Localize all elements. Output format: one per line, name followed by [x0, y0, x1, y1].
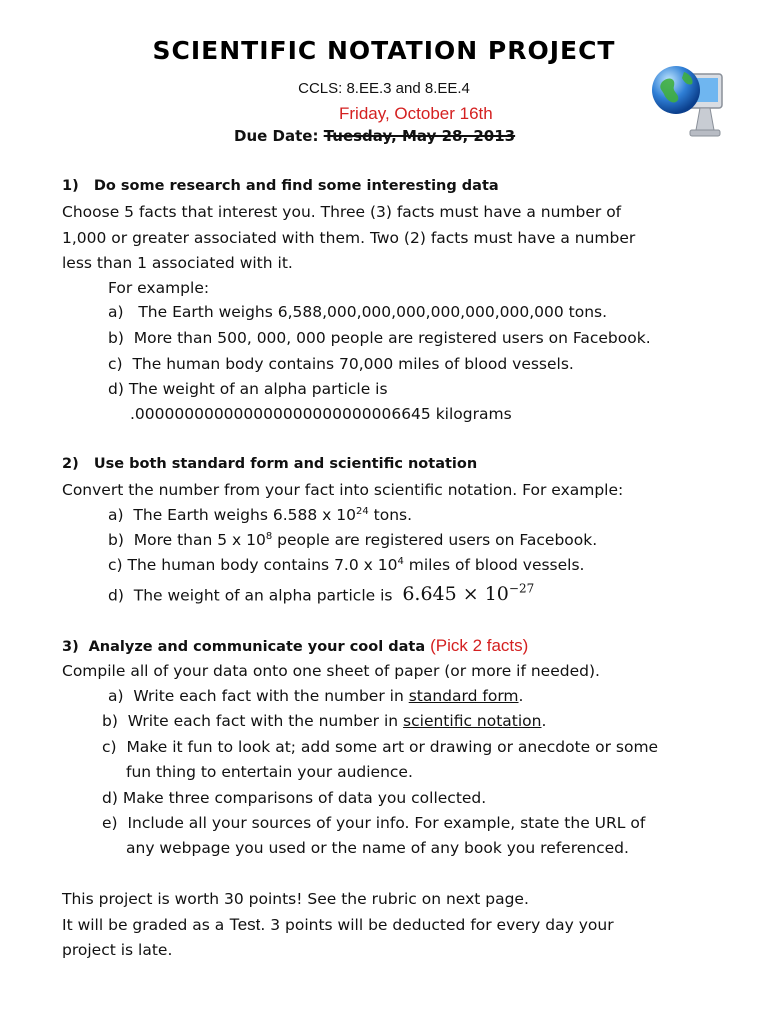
grading-text-end: . 3 points will be deducted for every day your [260, 916, 614, 934]
section-3-title: Analyze and communicate your cool data [88, 639, 426, 655]
item-marker: a) [108, 687, 124, 705]
item-text-end: miles of blood vessels. [403, 556, 585, 575]
item-text-end: . [541, 712, 547, 730]
late-line: project is late. [62, 941, 173, 959]
section-2-heading [62, 456, 477, 472]
task-item-c-continued: fun thing to entertain your audience. [126, 763, 413, 781]
pick-two-note: (Pick 2 facts) [430, 636, 529, 655]
section-1-line-3: less than 1 associated with it. [62, 254, 293, 272]
item-marker: b) [102, 712, 118, 730]
exponent: 24 [355, 506, 369, 517]
item-marker: b) [108, 531, 124, 550]
section-2-intro: Convert the number from your fact into scientific notation. For example: [62, 481, 624, 499]
grading-text: It will be graded as a [62, 916, 230, 934]
notation-item-b [108, 531, 597, 549]
grading-line [62, 915, 614, 935]
notation-item-c [108, 556, 584, 574]
item-text-end: people are registered users on Facebook. [272, 531, 598, 550]
task-item-b [102, 712, 546, 730]
exponent: 4 [397, 556, 404, 567]
item-text-end: . [518, 687, 524, 705]
old-due-date: Tuesday, May 28, 2013 [323, 127, 516, 145]
exponent: 8 [265, 531, 273, 542]
section-1-title: Do some research and find some interesting data [93, 178, 499, 194]
item-marker: b) [108, 329, 124, 347]
item-text: Write each fact with the number in [127, 712, 404, 730]
item-marker: c) [108, 556, 123, 575]
item-marker: d) [102, 789, 118, 807]
page-title: SCIENTIFIC NOTATION PROJECT [152, 36, 616, 65]
section-3-heading [62, 636, 528, 656]
new-due-date: Friday, October 16th [339, 104, 493, 123]
exponent: −27 [508, 582, 535, 596]
example-item-d-continued: .000000000000000000000000006645 kilograms [130, 405, 512, 423]
task-item-e [102, 814, 645, 832]
section-3-number: 3) [62, 639, 79, 655]
task-item-c [102, 738, 658, 756]
item-text: The Earth weighs 6,588,000,000,000,000,000,000,000 tons. [138, 303, 608, 321]
item-text: Write each fact with the number in [133, 687, 409, 705]
math-mantissa: 6.645 × 10 [402, 583, 509, 606]
example-item-c [108, 355, 574, 373]
item-text: The weight of an alpha particle is [128, 380, 388, 398]
section-1-heading [62, 178, 499, 194]
item-text: The human body contains 70,000 miles of blood vessels. [132, 355, 574, 373]
item-text: Make three comparisons of data you collected. [122, 789, 487, 807]
item-text-end: tons. [368, 506, 413, 525]
ccls-standards: CCLS: 8.EE.3 and 8.EE.4 [298, 80, 470, 97]
task-item-e-continued: any webpage you used or the name of any book you referenced. [126, 839, 629, 857]
item-text: More than 500, 000, 000 people are registered users on Facebook. [133, 329, 651, 347]
notation-item-a [108, 506, 412, 524]
task-item-a [108, 687, 523, 705]
section-2-title: Use both standard form and scientific notation [93, 456, 478, 472]
underlined-term: scientific notation [403, 712, 542, 730]
task-item-d [102, 789, 486, 807]
item-marker: c) [108, 355, 123, 373]
item-marker: a) [108, 506, 124, 525]
math-expression [402, 583, 534, 605]
item-text: More than 5 x 10 [133, 531, 266, 550]
item-marker: d) [108, 380, 124, 398]
example-item-a [108, 303, 607, 321]
computer-globe-icon [650, 60, 734, 144]
points-line: This project is worth 30 points! See the rubric on next page. [62, 890, 529, 908]
section-1-number: 1) [62, 178, 79, 194]
item-text: Make it fun to look at; add some art or drawing or anecdote or some [126, 738, 659, 756]
item-marker: e) [102, 814, 118, 832]
example-item-b [108, 329, 651, 347]
item-marker: c) [102, 738, 117, 756]
item-text: The human body contains 7.0 x 10 [127, 556, 398, 575]
due-date-label: Due Date: [234, 127, 319, 145]
notation-item-d [108, 582, 534, 605]
item-text: Include all your sources of your info. For example, state the URL of [127, 814, 646, 832]
section-1-line-1: Choose 5 facts that interest you. Three (3) facts must have a number of [62, 203, 622, 221]
item-marker: d) [108, 586, 124, 605]
item-text: The Earth weighs 6.588 x 10 [133, 506, 356, 525]
item-marker: a) [108, 303, 124, 321]
test-word: Test [229, 915, 261, 934]
section-1-line-2: 1,000 or greater associated with them. Two (2) facts must have a number [62, 229, 636, 247]
item-text: The weight of an alpha particle is [133, 586, 393, 605]
due-date-line [234, 127, 515, 145]
section-3-intro: Compile all of your data onto one sheet of paper (or more if needed). [62, 662, 600, 680]
example-item-d [108, 380, 388, 398]
section-2-number: 2) [62, 456, 79, 472]
underlined-term: standard form [408, 687, 519, 705]
for-example-label: For example: [108, 279, 210, 297]
